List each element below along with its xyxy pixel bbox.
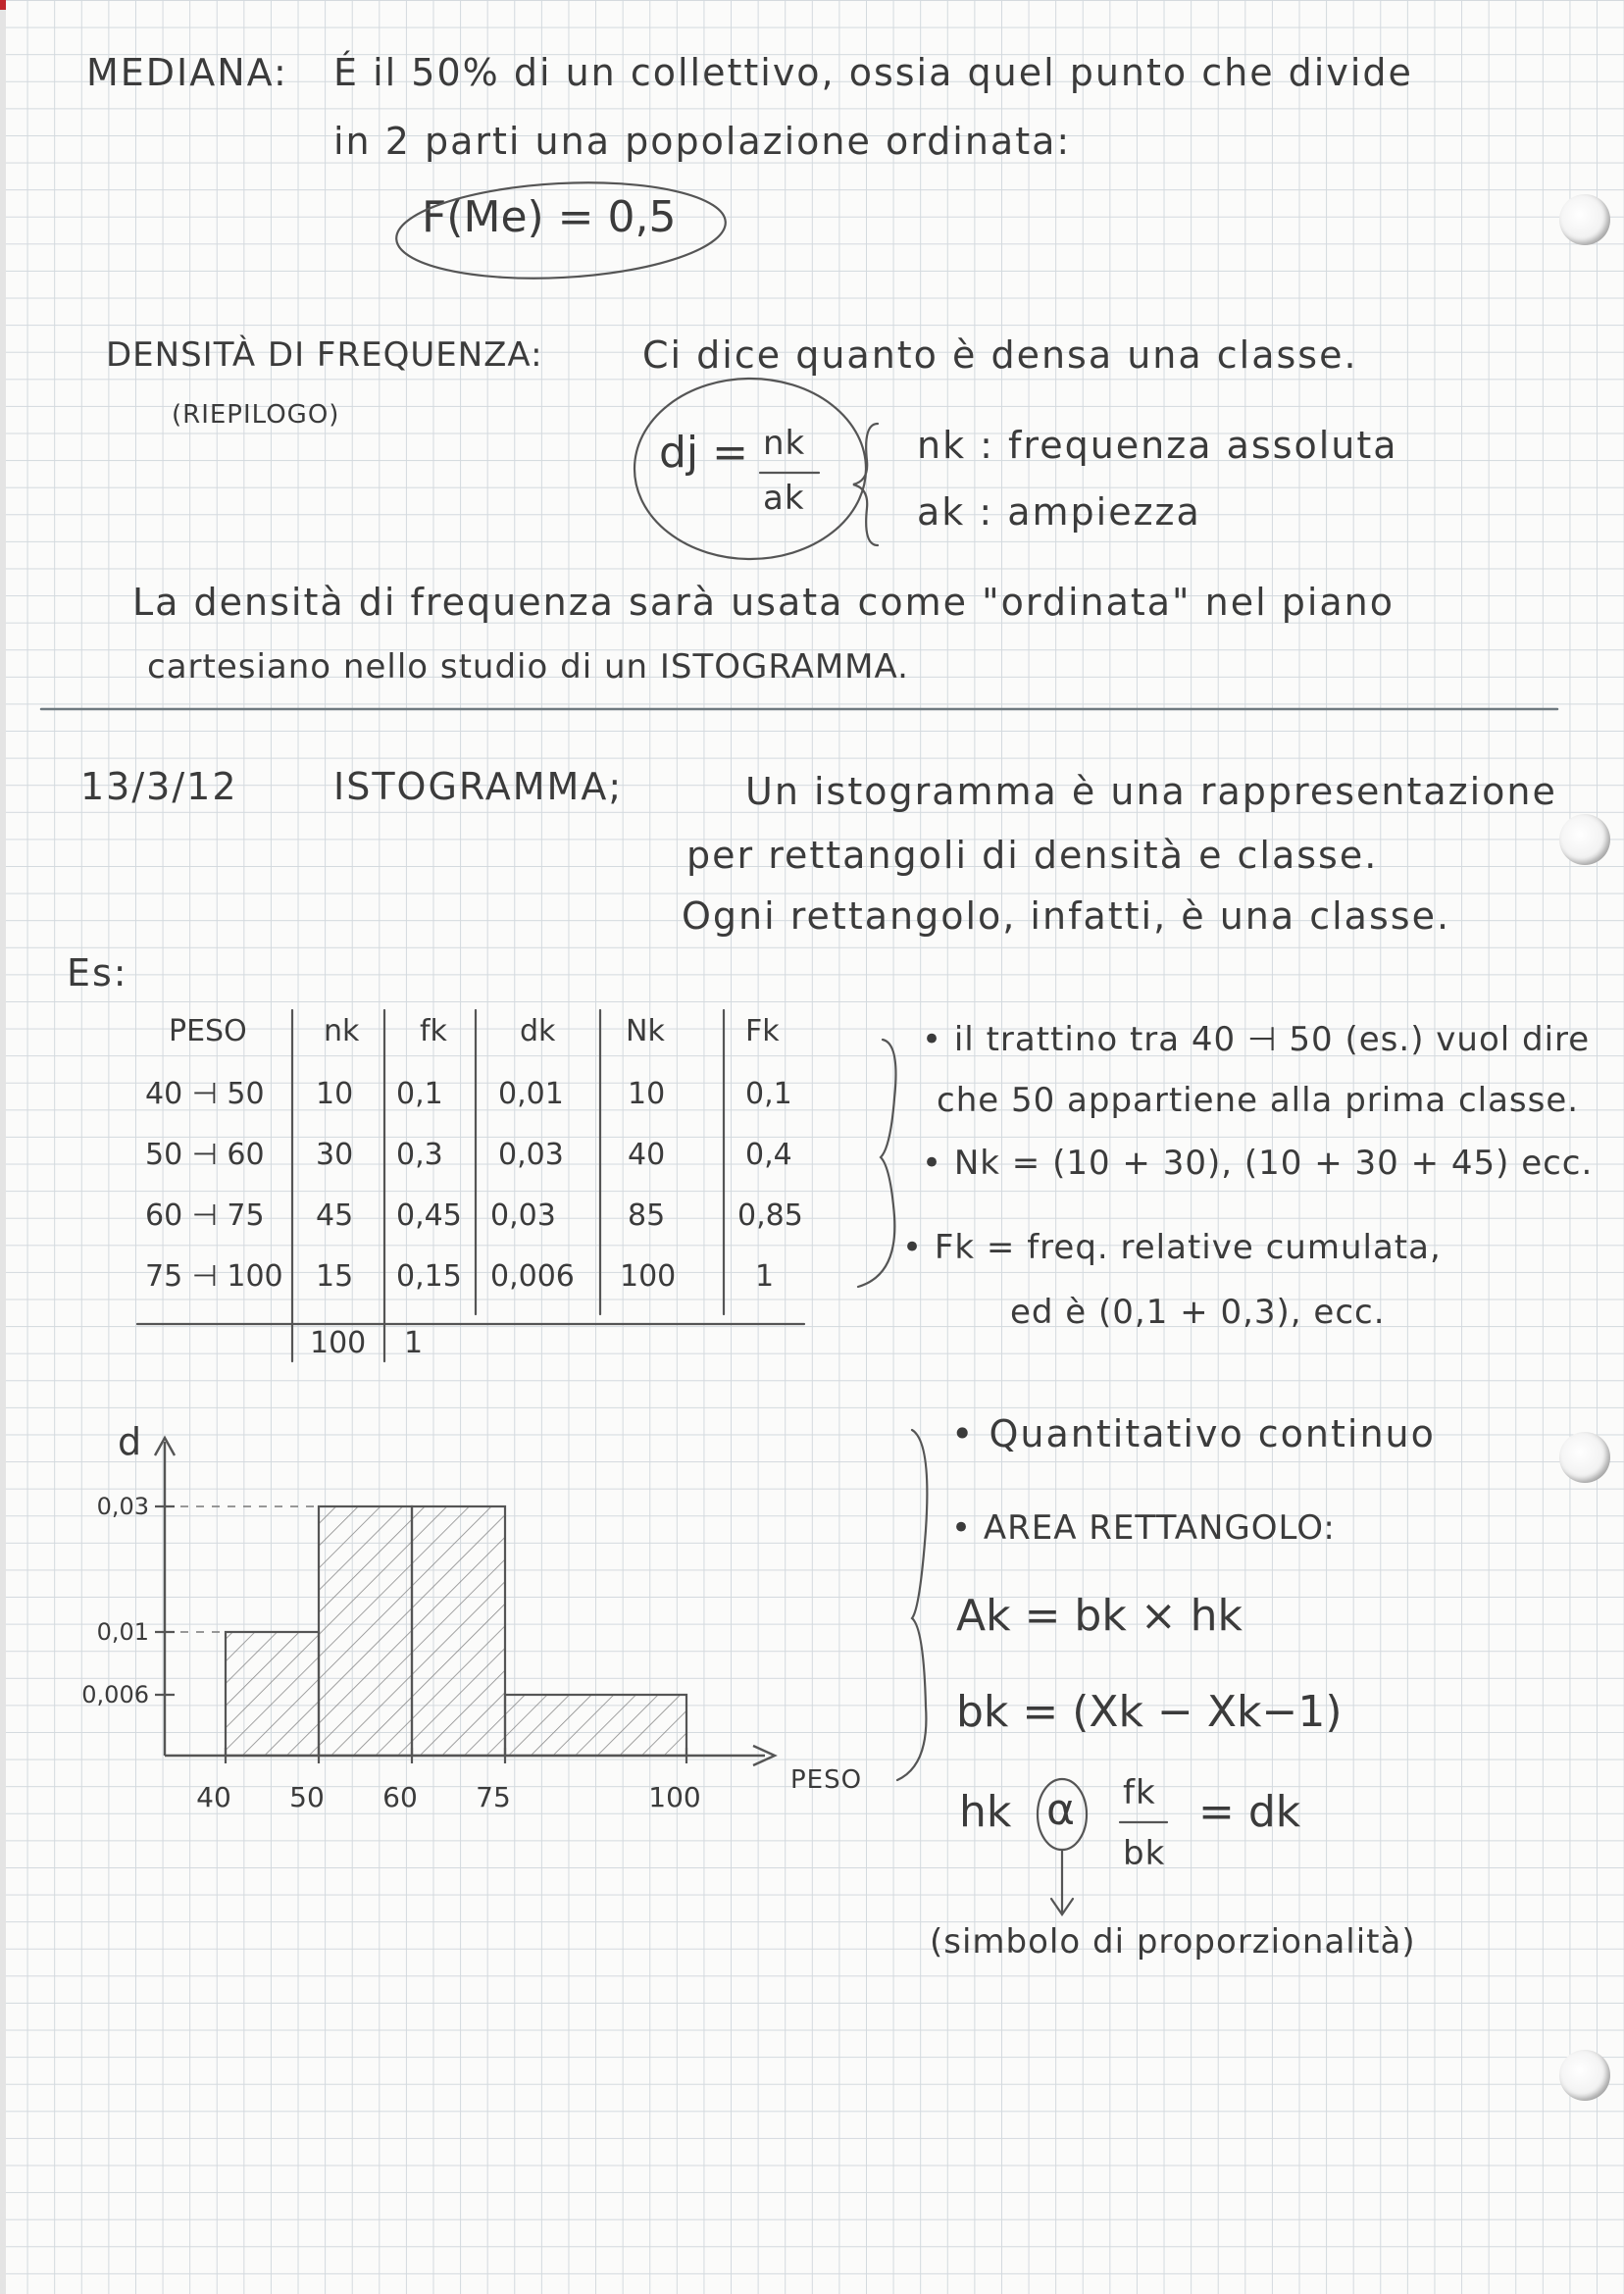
table-header: Fk — [745, 1014, 780, 1048]
istogramma-title: ISTOGRAMMA; — [333, 765, 624, 808]
x-tick-label: 75 — [476, 1781, 511, 1813]
x-tick-label: 60 — [382, 1781, 418, 1813]
area-formula-3-den: bk — [1123, 1834, 1166, 1873]
brace-table — [858, 1040, 896, 1287]
table-cell: 0,85 — [737, 1198, 803, 1233]
x-tick-label: 40 — [196, 1781, 231, 1813]
mediana-line2: in 2 parti una popolazione ordinata: — [333, 120, 1072, 163]
histogram-bar — [505, 1695, 686, 1756]
y-tick-label: 0,01 — [96, 1618, 149, 1646]
area-note-item2: • AREA RETTANGOLO: — [951, 1508, 1336, 1548]
table-cell: 40 ⊣ 50 — [145, 1077, 265, 1111]
histogram-bar — [412, 1506, 505, 1756]
alpha-oval — [1038, 1779, 1087, 1850]
area-formula-1: Ak = bk × hk — [956, 1591, 1243, 1641]
table-cell: 0,03 — [490, 1198, 556, 1233]
area-note-item1: • Quantitativo continuo — [951, 1412, 1436, 1455]
table-cell: 45 — [316, 1198, 354, 1233]
table-note: che 50 appartiene alla prima classe. — [937, 1081, 1580, 1120]
y-tick-label: 0,006 — [81, 1681, 149, 1708]
histogram-bar — [226, 1632, 319, 1756]
table-cell: 0,45 — [396, 1198, 462, 1233]
table-note: ed è (0,1 + 0,3), ecc. — [1010, 1293, 1386, 1332]
area-formula-3-lhs: hk — [959, 1787, 1012, 1837]
symbol-note: (simbolo di proporzionalità) — [930, 1922, 1416, 1962]
density-circle — [634, 379, 866, 559]
brace-density — [853, 424, 878, 545]
istogramma-def1: Un istogramma è una rappresentazione — [745, 770, 1557, 813]
table-cell: 0,01 — [498, 1077, 564, 1111]
table-cell: 0,1 — [745, 1077, 792, 1111]
table-total: 1 — [404, 1326, 424, 1360]
area-formula-3-rhs: = dk — [1198, 1787, 1301, 1837]
table-cell: 15 — [316, 1259, 354, 1294]
table-note: • il trattino tra 40 ⊣ 50 (es.) vuol dire — [922, 1020, 1591, 1059]
y-tick-label: 0,03 — [96, 1493, 149, 1520]
table-header: fk — [420, 1014, 447, 1048]
densita-label: DENSITÀ DI FREQUENZA: — [106, 335, 543, 375]
table-cell: 0,006 — [490, 1259, 575, 1294]
table-header: PESO — [169, 1014, 247, 1048]
table-cell: 0,03 — [498, 1138, 564, 1172]
table-cell: 0,15 — [396, 1259, 462, 1294]
x-tick-label: 100 — [648, 1781, 701, 1813]
mediana-line1: É il 50% di un collettivo, ossia quel punto che divide — [333, 51, 1413, 94]
brace-area — [897, 1430, 927, 1780]
istogramma-def3: Ogni rettangolo, infatti, è una classe. — [682, 894, 1451, 938]
table-total: 100 — [310, 1326, 367, 1360]
table-cell: 85 — [628, 1198, 666, 1233]
histogram-x-label: PESO — [790, 1765, 863, 1795]
example-label: Es: — [67, 951, 128, 994]
table-cell: 10 — [316, 1077, 354, 1111]
mediana-formula: F(Me) = 0,5 — [422, 192, 677, 242]
densita-def2: ak : ampiezza — [917, 490, 1201, 534]
proportional-symbol: α — [1046, 1785, 1076, 1835]
formula-oval — [394, 175, 729, 285]
table-header: dk — [520, 1014, 556, 1048]
histogram-bar — [319, 1506, 412, 1756]
table-note: • Nk = (10 + 30), (10 + 30 + 45) ecc. — [922, 1144, 1594, 1183]
histogram-y-label: d — [118, 1420, 144, 1463]
table-cell: 100 — [620, 1259, 677, 1294]
densita-note1: La densità di frequenza sarà usata come "ordinata" nel piano — [132, 581, 1396, 624]
densita-formula-num: nk — [763, 424, 806, 463]
table-cell: 0,1 — [396, 1077, 443, 1111]
table-cell: 10 — [628, 1077, 666, 1111]
table-header: nk — [324, 1014, 360, 1048]
table-cell: 1 — [755, 1259, 775, 1294]
densita-sub: (RIEPILOGO) — [172, 400, 340, 430]
table-cell: 0,4 — [745, 1138, 792, 1172]
area-formula-3-num: fk — [1123, 1773, 1156, 1812]
area-formula-2: bk = (Xk − Xk−1) — [956, 1687, 1343, 1737]
table-note: • Fk = freq. relative cumulata, — [902, 1228, 1442, 1267]
table-cell: 30 — [316, 1138, 354, 1172]
table-cell: 50 ⊣ 60 — [145, 1138, 265, 1172]
densita-formula-den: ak — [763, 479, 805, 518]
densita-def1: nk : frequenza assoluta — [917, 424, 1398, 467]
istogramma-def2: per rettangoli di densità e classe. — [686, 834, 1379, 877]
x-tick-label: 50 — [289, 1781, 325, 1813]
mediana-label: MEDIANA: — [86, 51, 288, 94]
densita-desc: Ci dice quanto è densa una classe. — [642, 333, 1358, 377]
table-cell: 0,3 — [396, 1138, 443, 1172]
histogram — [81, 1438, 775, 1813]
densita-note2: cartesiano nello studio di un ISTOGRAMMA. — [147, 647, 909, 687]
istogramma-date: 13/3/12 — [80, 765, 238, 808]
densita-formula-lhs: dj = — [659, 428, 749, 478]
table-cell: 75 ⊣ 100 — [145, 1259, 283, 1294]
table-cell: 40 — [628, 1138, 666, 1172]
table-header: Nk — [626, 1014, 665, 1048]
table-cell: 60 ⊣ 75 — [145, 1198, 265, 1233]
